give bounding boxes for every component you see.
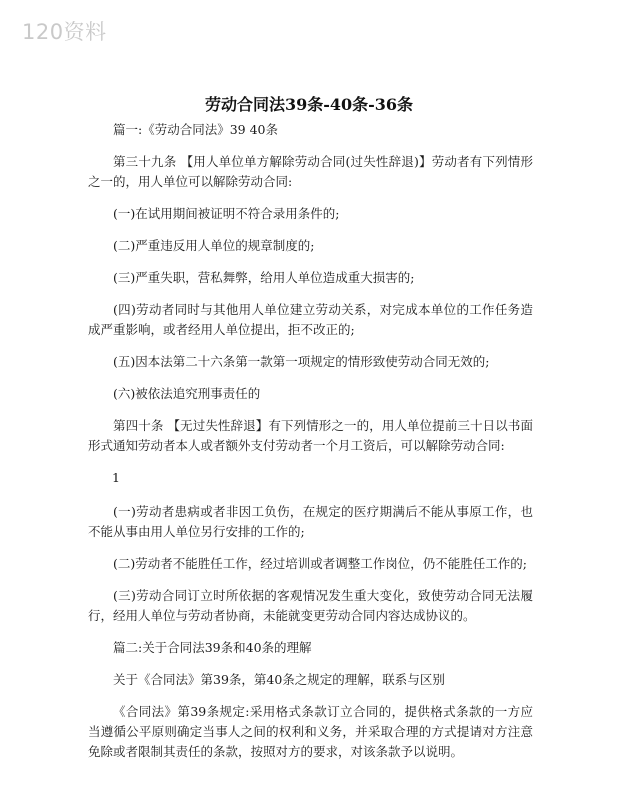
section-heading-2: 篇二:关于合同法39条和40条的理解 (113, 640, 312, 655)
article-40-intro: 第四十条 【无过失性辞退】有下列情形之一的，用人单位提前三十日以书面形式通知劳动者本人或者额外支付劳动者一个月工资后，可以解除劳动合同: (88, 418, 533, 453)
comparison-intro: 关于《合同法》第39条，第40条之规定的理解，联系与区别 (113, 672, 445, 687)
document-title: 劳动合同法39条-40条-36条 (204, 95, 414, 114)
article-39-item-4: (四)劳动者同时与其他用人单位建立劳动关系，对完成本单位的工作任务造成严重影响，或者经用人单位提出，拒不改正的; (88, 302, 533, 337)
document-body (88, 120, 533, 774)
article-40-item-1: (一)劳动者患病或者非因工负伤，在规定的医疗期满后不能从事原工作，也不能从事由用人单位另行安排的工作的; (88, 504, 533, 539)
article-39-intro: 第三十九条 【用人单位单方解除劳动合同(过失性辞退)】劳动者有下列情形之一的，用人单位可以解除劳动合同: (88, 154, 533, 189)
article-39-item-1: (一)在试用期间被证明不符合录用条件的; (113, 206, 340, 221)
article-39-item-5: (五)因本法第二十六条第一款第一项规定的情形致使劳动合同无效的; (113, 354, 490, 369)
page-number: 1 (112, 470, 120, 485)
section-heading-1: 篇一:《劳动合同法》39 40条 (113, 122, 278, 137)
contract-law-39-text: 《合同法》第39条规定:采用格式条款订立合同的，提供格式条款的一方应当遵循公平原则确定当事人之间的权利和义务，并采取合理的方式提请对方注意免除或者限制其责任的条款，按照对方的要求，对该条款予以说明。 (88, 704, 533, 759)
watermark-logo: 120资料 (22, 20, 107, 44)
article-40-item-2: (二)劳动者不能胜任工作，经过培训或者调整工作岗位，仍不能胜任工作的; (113, 556, 527, 571)
article-39-item-3: (三)严重失职，营私舞弊，给用人单位造成重大损害的; (113, 270, 415, 285)
article-39-item-6: (六)被依法追究刑事责任的 (113, 386, 261, 401)
article-39-item-2: (二)严重违反用人单位的规章制度的; (113, 238, 315, 253)
article-40-item-3: (三)劳动合同订立时所依据的客观情况发生重大变化，致使劳动合同无法履行，经用人单位与劳动者协商，未能就变更劳动合同内容达成协议的。 (88, 588, 533, 623)
